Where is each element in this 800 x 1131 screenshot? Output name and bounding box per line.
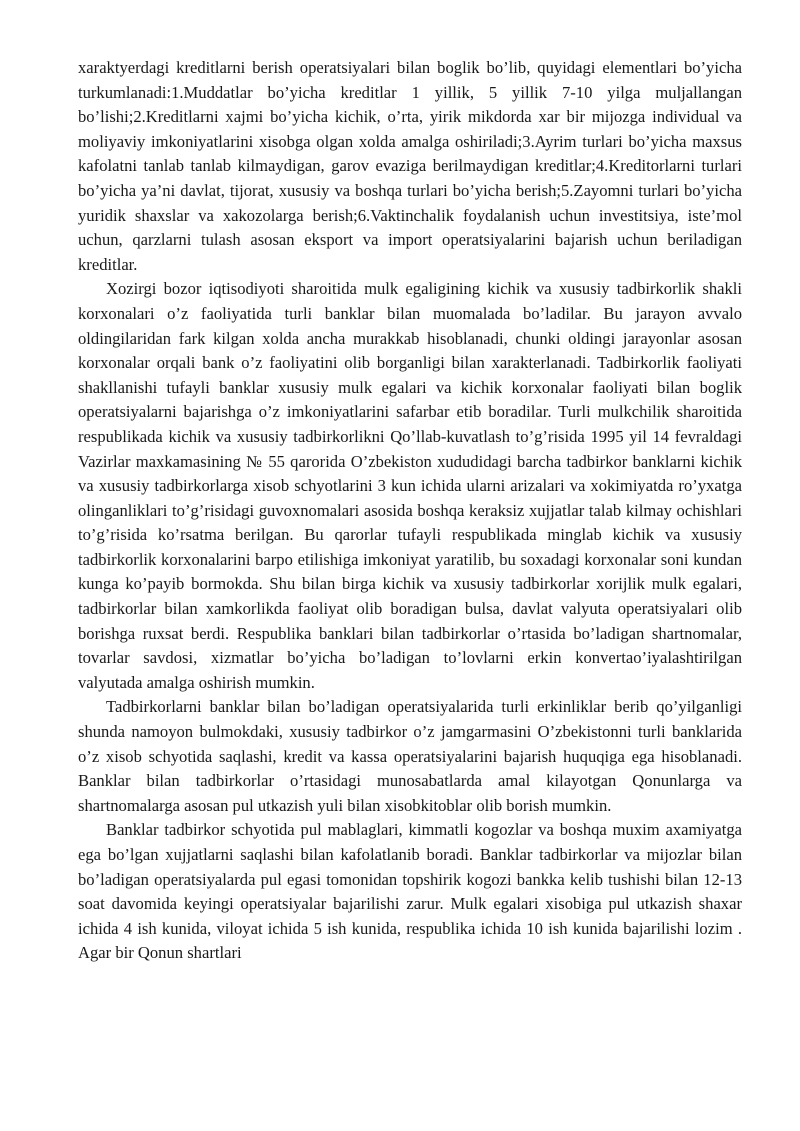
paragraph-credit-classification: xaraktyerdagi kreditlarni berish operatsiyalari bilan boglik bo’lib, quyidagi elementlari bo’yicha turkumlanadi:1.Muddatlar bo’yicha kreditlar 1 yillik, 5 yillik 7-10 yilga muljallangan bo’lishi;2.Kreditlarni xajmi bo’yicha kichik, o’rta, yirik mikdorda xar bir mijozga individual va moliyaviy imkoniyatlarini xisobga olgan xolda amalga oshiriladi;3.Ayrim turlari bo’yicha maxsus kafolatni tanlab tanlab kilmaydigan, garov evaziga berilmaydigan kreditlar;4.Kreditorlarni turlari bo’yicha ya’ni davlat, tijorat, xususiy va boshqa turlari bo’yicha berish;5.Zayomni turlari bo’yicha yuridik shaxslar va xakozolarga berish;6.Vaktinchalik foydalanish uchun investitsiya, iste’mol uchun, qarzlarni tulash asosan eksport va import operatsiyalarini bajarish uchun beriladigan kreditlar.: [78, 58, 742, 274]
document-page: [78, 56, 742, 966]
paragraph-entrepreneur-freedoms: Tadbirkorlarni banklar bilan bo’ladigan operatsiyalarida turli erkinliklar berib qo’yilganligi shunda namoyon bulmokdaki, xususiy tadbirkor o’z jamgarmasini O’zbekistonni turli banklarida o’z xisob schyotida saqlashi, kredit va kassa operatsiyalarini bajarish huquqiga ega hisoblanadi. Banklar bilan tadbirkorlar o’rtasidagi munosabatlarda amal kilayotgan Qonunlarga va shartnomalarga asosan pul utkazish yuli bilan xisobkitoblar olib borish mumkin.: [78, 697, 742, 815]
paragraph-entrepreneurship-banks: Xozirgi bozor iqtisodiyoti sharoitida mulk egaligining kichik va xususiy tadbirkorlik shakli korxonalari o’z faoliyatida turli banklar bilan muomalada bo’ladilar. Bu jarayon avvalo oldingilaridan fark kilgan xolda ancha murakkab hisoblanadi, chunki oldingi jarayonlar asosan korxonalar orqali bank o’z faoliyatini olib borganligi bilan xarakterlanadi. Tadbirkorlik faoliyati shakllanishi tufayli banklar xususiy mulk egalari va kichik korxonalar faoliyati bilan boglik operatsiyalarni bajarishga o’z imkoniyatlarini safarbar etib boradilar. Turli mulkchilik sharoitida respublikada kichik va xususiy tadbirkorlikni Qo’llab-kuvatlash to’g’risida 1995 yil 14 fevraldagi Vazirlar maxkamasining № 55 qarorida O’zbekiston xududidagi barcha tadbirkor banklarni kichik va xususiy tadbirkorlarga xisob schyotlarini 3 kun ichida ularni arizalari va xokimiyatda ro’yxatga olinganliklari to’g’risidagi guvoxnomalari asosida boshqa keraksiz xujjatlar talab kilmay ochishlari to’g’risida ko’rsatma berilgan. Bu qarorlar tufayli respublikada minglab kichik va xususiy tadbirkorlik korxonalarini barpo etilishiga imkoniyat yaratilib, bu soxadagi korxonalar soni kundan kunga ko’payib bormokda. Shu bilan birga kichik va xususiy tadbirkorlar xorijlik mulk egalari, tadbirkorlar bilan xamkorlikda faoliyat olib boradigan bulsa, davlat valyuta operatsiyalari olib borishga ruxsat berdi. Respublika banklari bilan tadbirkorlar o’rtasida bo’ladigan shartnomalar, tovarlar savdosi, xizmatlar bo’yicha bo’ladigan to’lovlarni erkin konvertao’iyalashtirilgan valyutada amalga oshirish mumkin.: [78, 279, 742, 692]
paragraph-bank-guarantees: Banklar tadbirkor schyotida pul mablaglari, kimmatli kogozlar va boshqa muxim axamiyatga ega bo’lgan xujjatlarni saqlashi bilan kafolatlanib boradi. Banklar tadbirkorlar va mijozlar bilan bo’ladigan operatsiyalarda pul egasi tomonidan topshirik kogozi bankka kelib tushishi bilan 12-13 soat davomida keyingi operatsiyalar bajarilishi zarur. Mulk egalari xisobiga pul utkazish shaxar ichida 4 ish kunida, viloyat ichida 5 ish kunida, respublika ichida 10 ish kunida bajarilishi lozim . Agar bir Qonun shartlari: [78, 820, 742, 963]
